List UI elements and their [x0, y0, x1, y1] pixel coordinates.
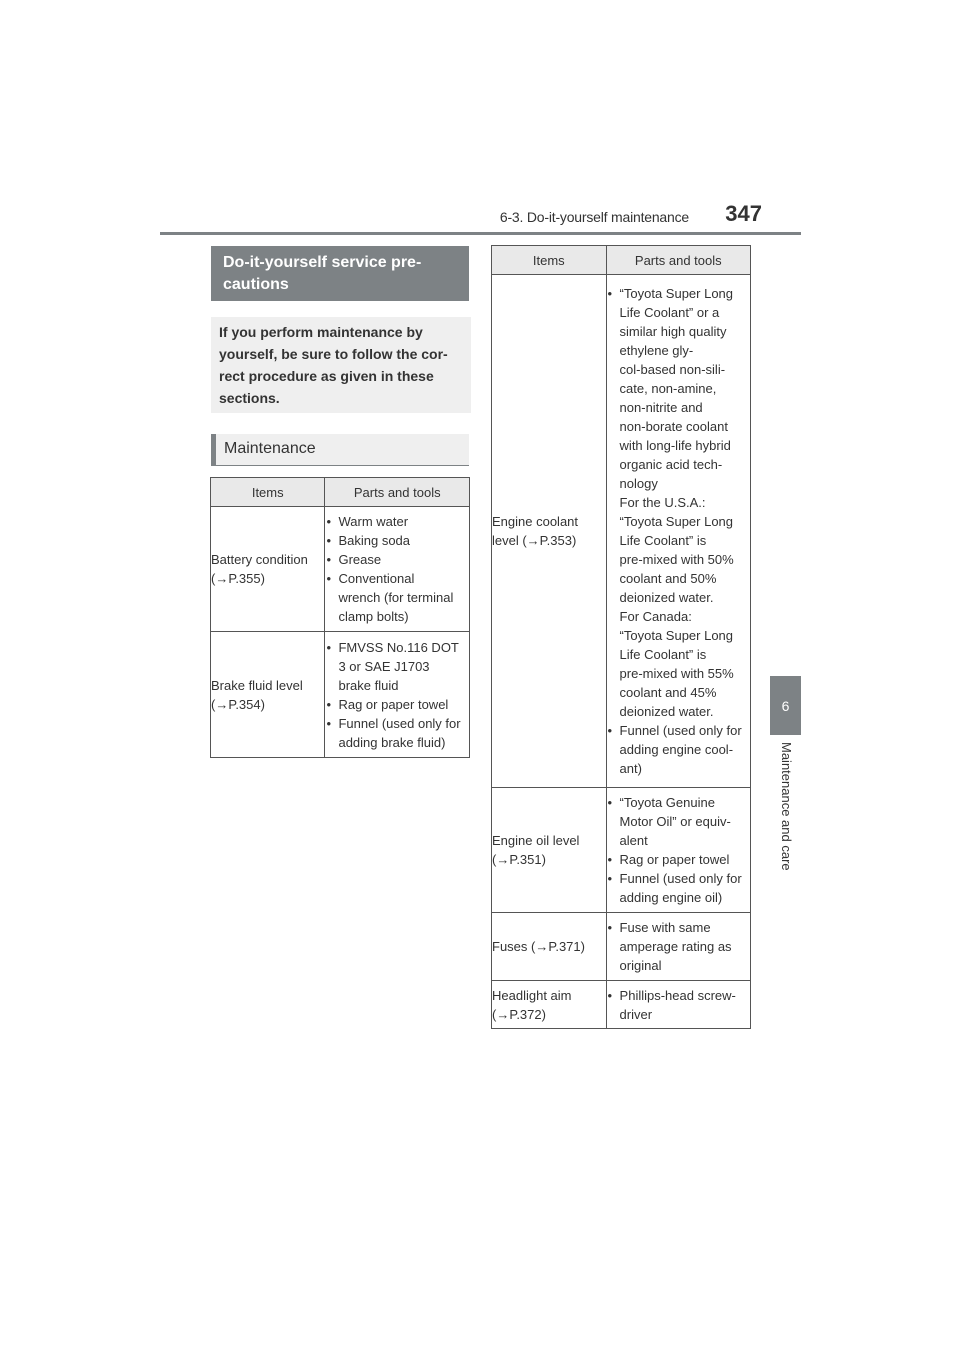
- tool-line: • Funnel (used only for: [619, 723, 742, 738]
- tool-line: • “Toyota Genuine: [619, 795, 715, 810]
- tool-line: 3 or SAE J1703: [338, 658, 430, 674]
- tool-line: “Toyota Super Long: [619, 628, 734, 643]
- tool-line: • Warm water: [338, 514, 409, 529]
- table-header-row: [492, 246, 751, 275]
- tool-line: Life Coolant” is: [619, 647, 707, 662]
- tool-item: [325, 695, 469, 714]
- section-header: 6-3. Do-it-yourself maintenance: [499, 209, 689, 225]
- tool-line: amperage rating as: [619, 939, 732, 954]
- tool-line: deionized water.: [619, 704, 714, 719]
- items-column-header: Items: [492, 246, 607, 275]
- table-row: [492, 981, 751, 1029]
- chapter-title: Maintenance and care: [778, 742, 794, 871]
- precautions-intro: [211, 317, 471, 413]
- intro-line: yourself, be sure to follow the cor-: [219, 346, 448, 362]
- tool-line: original: [619, 958, 662, 973]
- item-cell: [492, 788, 607, 913]
- tool-line: pre-mixed with 55%: [619, 666, 734, 681]
- tool-line: non-borate coolant: [619, 419, 728, 434]
- header-rule: [160, 232, 801, 235]
- tool-item: [325, 569, 469, 626]
- table-row: [492, 788, 751, 913]
- tool-line: • Phillips-head screw-: [619, 987, 736, 1003]
- tool-line: • Funnel (used only for: [338, 715, 461, 731]
- tool-line: • Grease: [338, 552, 382, 567]
- tool-line: brake fluid: [338, 677, 399, 693]
- intro-line: If you perform maintenance by: [219, 324, 423, 340]
- tool-line: similar high quality: [619, 324, 727, 339]
- tool-line: • Baking soda: [338, 533, 411, 548]
- tools-list: [325, 638, 469, 752]
- tool-line: driver: [619, 1006, 653, 1022]
- chapter-side-label: [770, 742, 801, 892]
- item-line: (→P.351): [492, 852, 546, 867]
- items-column-header: Items: [211, 478, 325, 507]
- tool-line: alent: [619, 833, 648, 848]
- tool-line: non-nitrite and: [619, 400, 703, 415]
- tool-line: adding engine cool-: [619, 742, 734, 757]
- item-cell: [492, 913, 607, 981]
- tools-list: [607, 918, 750, 975]
- tool-line: • “Toyota Super Long: [619, 286, 734, 301]
- tool-line: ant): [619, 761, 642, 776]
- tool-item: [325, 531, 469, 550]
- tools-list: [325, 512, 469, 626]
- precautions-title-line: cautions: [223, 276, 289, 293]
- tool-line: coolant and 50%: [619, 571, 717, 586]
- item-line: (→P.355): [211, 571, 265, 586]
- tool-item: [325, 714, 469, 752]
- tool-item: [607, 284, 750, 721]
- tool-line: ethylene gly-: [619, 343, 694, 358]
- item-line: Battery condition: [211, 552, 308, 567]
- maintenance-heading: Maintenance: [211, 434, 469, 466]
- chapter-tab: 6: [770, 676, 801, 735]
- table-header-row: [211, 478, 470, 507]
- tool-line: For Canada:: [619, 609, 692, 624]
- tool-line: • Fuse with same: [619, 920, 711, 935]
- item-cell: [492, 981, 607, 1029]
- tool-item: [607, 869, 750, 907]
- page-number: 347: [725, 201, 762, 226]
- intro-line: sections.: [219, 390, 280, 406]
- tool-item: [325, 550, 469, 569]
- tool-line: deionized water.: [619, 590, 714, 605]
- tool-line: pre-mixed with 50%: [619, 552, 734, 567]
- tool-line: wrench (for terminal: [338, 590, 454, 605]
- tools-cell: [606, 275, 750, 788]
- tools-list: [607, 284, 750, 778]
- tool-item: [607, 721, 750, 778]
- tool-line: Motor Oil” or equiv-: [619, 814, 731, 829]
- tools-cell: [325, 632, 470, 758]
- precautions-title: [211, 246, 469, 301]
- tool-line: col-based non-sili-: [619, 362, 726, 377]
- item-line: Headlight aim: [492, 987, 572, 1003]
- tools-cell: [325, 507, 470, 632]
- tool-line: Life Coolant” is: [619, 533, 707, 548]
- maintenance-table-left: [210, 477, 470, 758]
- tool-line: coolant and 45%: [619, 685, 717, 700]
- item-line: Fuses (→P.371): [492, 939, 585, 954]
- maintenance-table-right: [491, 245, 751, 1029]
- tool-line: organic acid tech-: [619, 457, 723, 472]
- item-cell: [211, 507, 325, 632]
- intro-line: rect procedure as given in these: [219, 368, 434, 384]
- tool-line: Life Coolant” or a: [619, 305, 720, 320]
- table-row: [492, 913, 751, 981]
- tool-line: clamp bolts): [338, 609, 409, 624]
- parts-column-header: Parts and tools: [325, 478, 470, 507]
- table-row: [211, 632, 470, 758]
- tool-item: [607, 793, 750, 850]
- item-line: Engine oil level: [492, 833, 580, 848]
- table-row: [492, 275, 751, 788]
- tool-item: [607, 918, 750, 975]
- tool-item: [325, 512, 469, 531]
- tool-line: adding engine oil): [619, 890, 723, 905]
- tool-line: • Rag or paper towel: [619, 852, 730, 867]
- tools-cell: [606, 788, 750, 913]
- item-line: Brake fluid level: [211, 677, 303, 693]
- item-line: level (→P.353): [492, 533, 577, 548]
- tool-line: For the U.S.A.:: [619, 495, 706, 510]
- tools-cell: [606, 913, 750, 981]
- tool-line: • Conventional: [338, 571, 415, 586]
- tool-line: adding brake fluid): [338, 734, 446, 750]
- tool-line: • Rag or paper towel: [338, 696, 449, 712]
- tool-line: • FMVSS No.116 DOT: [338, 639, 459, 655]
- tool-item: [607, 986, 750, 1024]
- tool-line: with long-life hybrid: [619, 438, 731, 453]
- tool-line: nology: [619, 476, 658, 491]
- tools-list: [607, 986, 750, 1024]
- tool-line: “Toyota Super Long: [619, 514, 734, 529]
- tool-item: [607, 850, 750, 869]
- tool-line: • Funnel (used only for: [619, 871, 742, 886]
- item-line: Engine coolant: [492, 514, 579, 529]
- parts-column-header: Parts and tools: [606, 246, 750, 275]
- tool-item: [325, 638, 469, 695]
- tools-cell: [606, 981, 750, 1029]
- precautions-title-line: Do-it-yourself service pre-: [223, 254, 422, 271]
- item-line: (→P.354): [211, 696, 265, 712]
- item-cell: [211, 632, 325, 758]
- tools-list: [607, 793, 750, 907]
- table-row: [211, 507, 470, 632]
- tool-line: cate, non-amine,: [619, 381, 717, 396]
- item-cell: [492, 275, 607, 788]
- item-line: (→P.372): [492, 1006, 546, 1022]
